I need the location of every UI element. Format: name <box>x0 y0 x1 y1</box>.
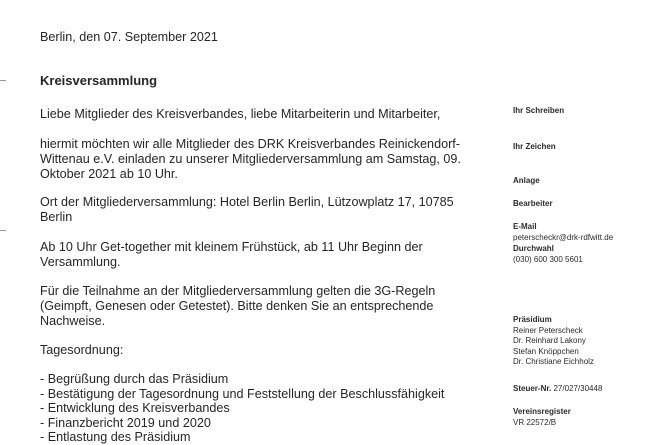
fold-mark <box>0 230 6 231</box>
vereinsregister-field <box>513 407 571 428</box>
agenda-label: Tagesordnung: <box>40 343 124 357</box>
durchwahl-field <box>513 244 583 265</box>
agenda-item: - Finanzbericht 2019 und 2020 <box>40 415 211 430</box>
agenda-list <box>40 372 444 445</box>
greeting: Liebe Mitglieder des Kreisverbandes, liebe Mitarbeiterin und Mitarbeiter, <box>40 107 441 121</box>
agenda-item: - Entlastung des Präsidium <box>40 430 191 444</box>
email-field <box>513 222 613 243</box>
bearbeiter-field <box>513 199 553 210</box>
durchwahl-label: Durchwahl <box>513 244 554 253</box>
anlage-field <box>513 176 540 187</box>
email-value: peterscheckr@drk-rdfwitt.de <box>513 232 614 242</box>
ihr-schreiben-label: Ihr Schreiben <box>513 106 565 115</box>
durchwahl-value: (030) 600 300 5601 <box>513 254 583 264</box>
praesidium-label: Präsidium <box>513 315 552 324</box>
praesidium-member: Reiner Peterscheck <box>513 325 583 335</box>
vereinsregister-value: VR 22572/B <box>513 417 557 427</box>
fold-mark <box>0 80 6 81</box>
vereinsregister-label: Vereinsregister <box>513 407 571 416</box>
agenda-item: - Begrüßung durch das Präsidium <box>40 372 229 386</box>
praesidium-member: Dr. Reinhard Lakony <box>513 336 586 346</box>
subject-heading: Kreisversammlung <box>40 73 158 88</box>
anlage-label: Anlage <box>513 176 540 185</box>
bearbeiter-label: Bearbeiter <box>513 199 553 208</box>
steuer-label: Steuer-Nr. <box>513 384 552 393</box>
agenda-item: - Bestätigung der Tagesordnung und Feststellung der Beschlussfähigkeit <box>40 386 445 401</box>
email-label: E-Mail <box>513 222 537 231</box>
praesidium-member: Stefan Knöppchen <box>513 346 579 356</box>
venue-paragraph: Ort der Mitgliederversammlung: Hotel Berlin Berlin, Lützowplatz 17, 10785 Berlin <box>40 195 454 224</box>
agenda-item: - Entwicklung des Kreisverbandes <box>40 401 230 415</box>
date-line: Berlin, den 07. September 2021 <box>40 30 218 44</box>
ihr-zeichen-field <box>513 142 556 153</box>
steuer-field <box>513 384 602 395</box>
ihr-schreiben-field <box>513 106 564 117</box>
praesidium-field <box>513 315 594 368</box>
steuer-value: 27/027/30448 <box>553 384 603 393</box>
program-paragraph: Ab 10 Uhr Get-together mit kleinem Frühstück, ab 11 Uhr Beginn der Versammlung. <box>40 240 423 269</box>
praesidium-member: Dr. Christiane Eichholz <box>513 357 594 367</box>
invitation-paragraph: hiermit möchten wir alle Mitglieder des DRK Kreisverbandes Reinickendorf-Wittenau e.V. einladen zu unserer Mitgliederversammlung am Samstag, 09. Oktober 2021 ab 10 Uhr. <box>40 137 461 181</box>
rules-paragraph: Für die Teilnahme an der Mitgliederversammlung gelten die 3G-Regeln (Geimpft, Genesen oder Getestet). Bitte denken Sie an entsprechende Nachweise. <box>40 284 436 328</box>
ihr-zeichen-label: Ihr Zeichen <box>513 142 556 151</box>
